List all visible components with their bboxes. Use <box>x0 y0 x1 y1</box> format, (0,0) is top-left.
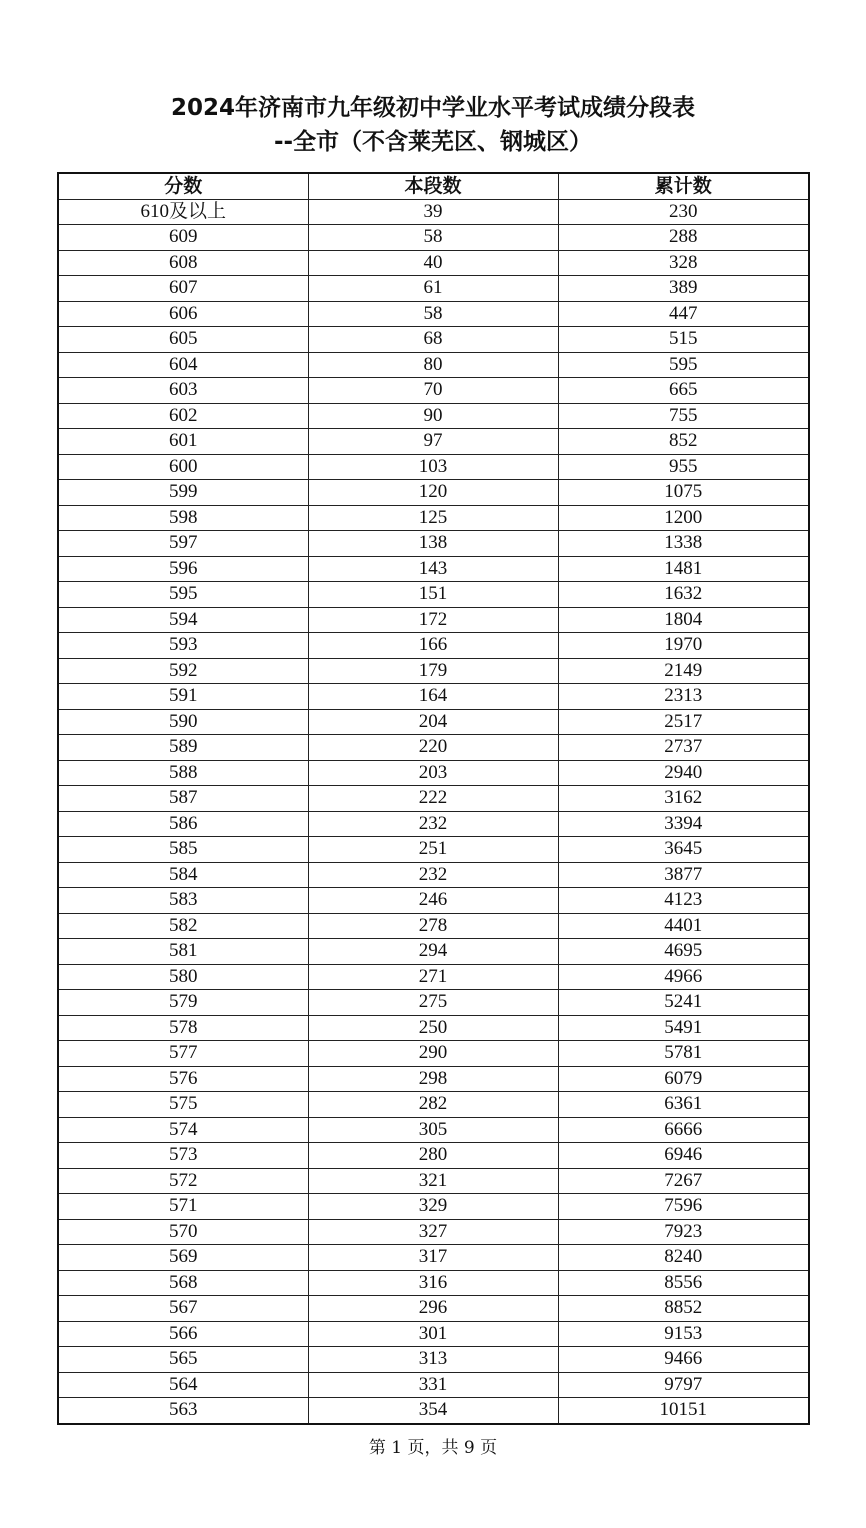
table-row <box>58 276 809 302</box>
segment-count-cell: 327 <box>308 1219 558 1245</box>
table-row <box>58 1041 809 1067</box>
segment-count-cell: 68 <box>308 327 558 353</box>
score-cell: 563 <box>58 1398 308 1424</box>
score-cell: 610及以上 <box>58 199 308 225</box>
segment-count-cell: 97 <box>308 429 558 455</box>
cumulative-count-cell: 8240 <box>558 1245 809 1271</box>
cumulative-count-cell: 1804 <box>558 607 809 633</box>
table-row <box>58 939 809 965</box>
score-cell: 609 <box>58 225 308 251</box>
score-cell: 570 <box>58 1219 308 1245</box>
score-cell: 566 <box>58 1321 308 1347</box>
cumulative-count-cell: 9797 <box>558 1372 809 1398</box>
cumulative-count-cell: 7267 <box>558 1168 809 1194</box>
score-cell: 573 <box>58 1143 308 1169</box>
segment-count-cell: 61 <box>308 276 558 302</box>
score-cell: 578 <box>58 1015 308 1041</box>
score-cell: 608 <box>58 250 308 276</box>
score-cell: 576 <box>58 1066 308 1092</box>
column-header-segment-count: 本段数 <box>308 173 558 199</box>
score-cell: 574 <box>58 1117 308 1143</box>
segment-count-cell: 120 <box>308 480 558 506</box>
segment-count-cell: 222 <box>308 786 558 812</box>
table-row <box>58 1015 809 1041</box>
cumulative-count-cell: 1970 <box>558 633 809 659</box>
cumulative-count-cell: 515 <box>558 327 809 353</box>
score-cell: 587 <box>58 786 308 812</box>
score-cell: 596 <box>58 556 308 582</box>
score-cell: 569 <box>58 1245 308 1271</box>
score-cell: 593 <box>58 633 308 659</box>
cumulative-count-cell: 8556 <box>558 1270 809 1296</box>
table-row <box>58 607 809 633</box>
segment-count-cell: 103 <box>308 454 558 480</box>
segment-count-cell: 203 <box>308 760 558 786</box>
score-cell: 597 <box>58 531 308 557</box>
table-row <box>58 582 809 608</box>
segment-count-cell: 204 <box>308 709 558 735</box>
table-row <box>58 250 809 276</box>
score-cell: 577 <box>58 1041 308 1067</box>
cumulative-count-cell: 7596 <box>558 1194 809 1220</box>
table-body <box>58 199 809 1424</box>
cumulative-count-cell: 8852 <box>558 1296 809 1322</box>
segment-count-cell: 39 <box>308 199 558 225</box>
score-cell: 602 <box>58 403 308 429</box>
table-row <box>58 913 809 939</box>
score-cell: 564 <box>58 1372 308 1398</box>
table-row <box>58 633 809 659</box>
score-cell: 571 <box>58 1194 308 1220</box>
cumulative-count-cell: 595 <box>558 352 809 378</box>
cumulative-count-cell: 2149 <box>558 658 809 684</box>
table-row <box>58 1398 809 1424</box>
segment-count-cell: 301 <box>308 1321 558 1347</box>
cumulative-count-cell: 852 <box>558 429 809 455</box>
cumulative-count-cell: 4966 <box>558 964 809 990</box>
cumulative-count-cell: 6079 <box>558 1066 809 1092</box>
column-header-score: 分数 <box>58 173 308 199</box>
segment-count-cell: 280 <box>308 1143 558 1169</box>
cumulative-count-cell: 6666 <box>558 1117 809 1143</box>
table-row <box>58 1219 809 1245</box>
cumulative-count-cell: 1075 <box>558 480 809 506</box>
segment-count-cell: 40 <box>308 250 558 276</box>
score-cell: 603 <box>58 378 308 404</box>
segment-count-cell: 164 <box>308 684 558 710</box>
cumulative-count-cell: 3394 <box>558 811 809 837</box>
table-row <box>58 531 809 557</box>
table-row <box>58 837 809 863</box>
segment-count-cell: 313 <box>308 1347 558 1373</box>
score-cell: 568 <box>58 1270 308 1296</box>
cumulative-count-cell: 447 <box>558 301 809 327</box>
cumulative-count-cell: 3162 <box>558 786 809 812</box>
score-cell: 582 <box>58 913 308 939</box>
segment-count-cell: 316 <box>308 1270 558 1296</box>
segment-count-cell: 232 <box>308 811 558 837</box>
table-row <box>58 1321 809 1347</box>
cumulative-count-cell: 328 <box>558 250 809 276</box>
segment-count-cell: 331 <box>308 1372 558 1398</box>
table-header-row <box>58 173 809 199</box>
cumulative-count-cell: 230 <box>558 199 809 225</box>
page-footer: 第 1 页，共 9 页 <box>368 1438 498 1458</box>
table-row <box>58 964 809 990</box>
table-row <box>58 480 809 506</box>
score-cell: 604 <box>58 352 308 378</box>
table-row <box>58 1117 809 1143</box>
score-cell: 580 <box>58 964 308 990</box>
segment-count-cell: 125 <box>308 505 558 531</box>
cumulative-count-cell: 4401 <box>558 913 809 939</box>
score-cell: 606 <box>58 301 308 327</box>
cumulative-count-cell: 955 <box>558 454 809 480</box>
score-cell: 565 <box>58 1347 308 1373</box>
cumulative-count-cell: 5781 <box>558 1041 809 1067</box>
score-cell: 579 <box>58 990 308 1016</box>
score-cell: 590 <box>58 709 308 735</box>
table-row <box>58 1372 809 1398</box>
score-cell: 586 <box>58 811 308 837</box>
segment-count-cell: 58 <box>308 301 558 327</box>
table-row <box>58 1143 809 1169</box>
cumulative-count-cell: 6946 <box>558 1143 809 1169</box>
score-cell: 598 <box>58 505 308 531</box>
table-row <box>58 760 809 786</box>
score-cell: 595 <box>58 582 308 608</box>
segment-count-cell: 282 <box>308 1092 558 1118</box>
segment-count-cell: 317 <box>308 1245 558 1271</box>
score-cell: 605 <box>58 327 308 353</box>
score-cell: 575 <box>58 1092 308 1118</box>
cumulative-count-cell: 3645 <box>558 837 809 863</box>
score-cell: 599 <box>58 480 308 506</box>
table-row <box>58 301 809 327</box>
table-row <box>58 1245 809 1271</box>
cumulative-count-cell: 9466 <box>558 1347 809 1373</box>
cumulative-count-cell: 4695 <box>558 939 809 965</box>
score-cell: 591 <box>58 684 308 710</box>
table-row <box>58 505 809 531</box>
score-cell: 581 <box>58 939 308 965</box>
cumulative-count-cell: 665 <box>558 378 809 404</box>
score-cell: 589 <box>58 735 308 761</box>
table-row <box>58 199 809 225</box>
table-row <box>58 352 809 378</box>
score-cell: 600 <box>58 454 308 480</box>
table-row <box>58 862 809 888</box>
cumulative-count-cell: 9153 <box>558 1321 809 1347</box>
document-subtitle: --全市（不含莱芜区、钢城区） <box>273 129 593 155</box>
cumulative-count-cell: 288 <box>558 225 809 251</box>
cumulative-count-cell: 2737 <box>558 735 809 761</box>
table-row <box>58 658 809 684</box>
score-cell: 601 <box>58 429 308 455</box>
cumulative-count-cell: 1632 <box>558 582 809 608</box>
score-cell: 567 <box>58 1296 308 1322</box>
segment-count-cell: 329 <box>308 1194 558 1220</box>
table-row <box>58 1270 809 1296</box>
table-row <box>58 378 809 404</box>
score-cell: 583 <box>58 888 308 914</box>
segment-count-cell: 58 <box>308 225 558 251</box>
cumulative-count-cell: 7923 <box>558 1219 809 1245</box>
score-cell: 584 <box>58 862 308 888</box>
segment-count-cell: 151 <box>308 582 558 608</box>
score-cell: 585 <box>58 837 308 863</box>
segment-count-cell: 251 <box>308 837 558 863</box>
segment-count-cell: 138 <box>308 531 558 557</box>
cumulative-count-cell: 2517 <box>558 709 809 735</box>
segment-count-cell: 250 <box>308 1015 558 1041</box>
cumulative-count-cell: 10151 <box>558 1398 809 1424</box>
segment-count-cell: 354 <box>308 1398 558 1424</box>
cumulative-count-cell: 5241 <box>558 990 809 1016</box>
table-row <box>58 1066 809 1092</box>
table-row <box>58 888 809 914</box>
segment-count-cell: 90 <box>308 403 558 429</box>
table-row <box>58 1092 809 1118</box>
table-row <box>58 454 809 480</box>
segment-count-cell: 166 <box>308 633 558 659</box>
segment-count-cell: 271 <box>308 964 558 990</box>
cumulative-count-cell: 6361 <box>558 1092 809 1118</box>
cumulative-count-cell: 1481 <box>558 556 809 582</box>
segment-count-cell: 290 <box>308 1041 558 1067</box>
segment-count-cell: 220 <box>308 735 558 761</box>
segment-count-cell: 246 <box>308 888 558 914</box>
table-row <box>58 990 809 1016</box>
table-row <box>58 684 809 710</box>
segment-count-cell: 296 <box>308 1296 558 1322</box>
score-distribution-table <box>57 172 810 1425</box>
table-row <box>58 225 809 251</box>
segment-count-cell: 232 <box>308 862 558 888</box>
segment-count-cell: 298 <box>308 1066 558 1092</box>
table-row <box>58 327 809 353</box>
segment-count-cell: 179 <box>308 658 558 684</box>
column-header-cumulative-count: 累计数 <box>558 173 809 199</box>
cumulative-count-cell: 3877 <box>558 862 809 888</box>
table-row <box>58 429 809 455</box>
segment-count-cell: 278 <box>308 913 558 939</box>
table-row <box>58 735 809 761</box>
table-row <box>58 556 809 582</box>
segment-count-cell: 275 <box>308 990 558 1016</box>
score-cell: 594 <box>58 607 308 633</box>
cumulative-count-cell: 1338 <box>558 531 809 557</box>
segment-count-cell: 305 <box>308 1117 558 1143</box>
cumulative-count-cell: 2940 <box>558 760 809 786</box>
cumulative-count-cell: 4123 <box>558 888 809 914</box>
table-row <box>58 403 809 429</box>
segment-count-cell: 294 <box>308 939 558 965</box>
table-row <box>58 1194 809 1220</box>
cumulative-count-cell: 1200 <box>558 505 809 531</box>
segment-count-cell: 70 <box>308 378 558 404</box>
cumulative-count-cell: 2313 <box>558 684 809 710</box>
table-row <box>58 786 809 812</box>
document-title: 2024年济南市九年级初中学业水平考试成绩分段表 <box>170 95 695 121</box>
segment-count-cell: 80 <box>308 352 558 378</box>
segment-count-cell: 321 <box>308 1168 558 1194</box>
cumulative-count-cell: 755 <box>558 403 809 429</box>
cumulative-count-cell: 389 <box>558 276 809 302</box>
table-row <box>58 1296 809 1322</box>
table-row <box>58 709 809 735</box>
table-row <box>58 811 809 837</box>
table-row <box>58 1168 809 1194</box>
score-cell: 572 <box>58 1168 308 1194</box>
table-row <box>58 1347 809 1373</box>
segment-count-cell: 172 <box>308 607 558 633</box>
score-cell: 592 <box>58 658 308 684</box>
cumulative-count-cell: 5491 <box>558 1015 809 1041</box>
score-cell: 588 <box>58 760 308 786</box>
score-cell: 607 <box>58 276 308 302</box>
segment-count-cell: 143 <box>308 556 558 582</box>
